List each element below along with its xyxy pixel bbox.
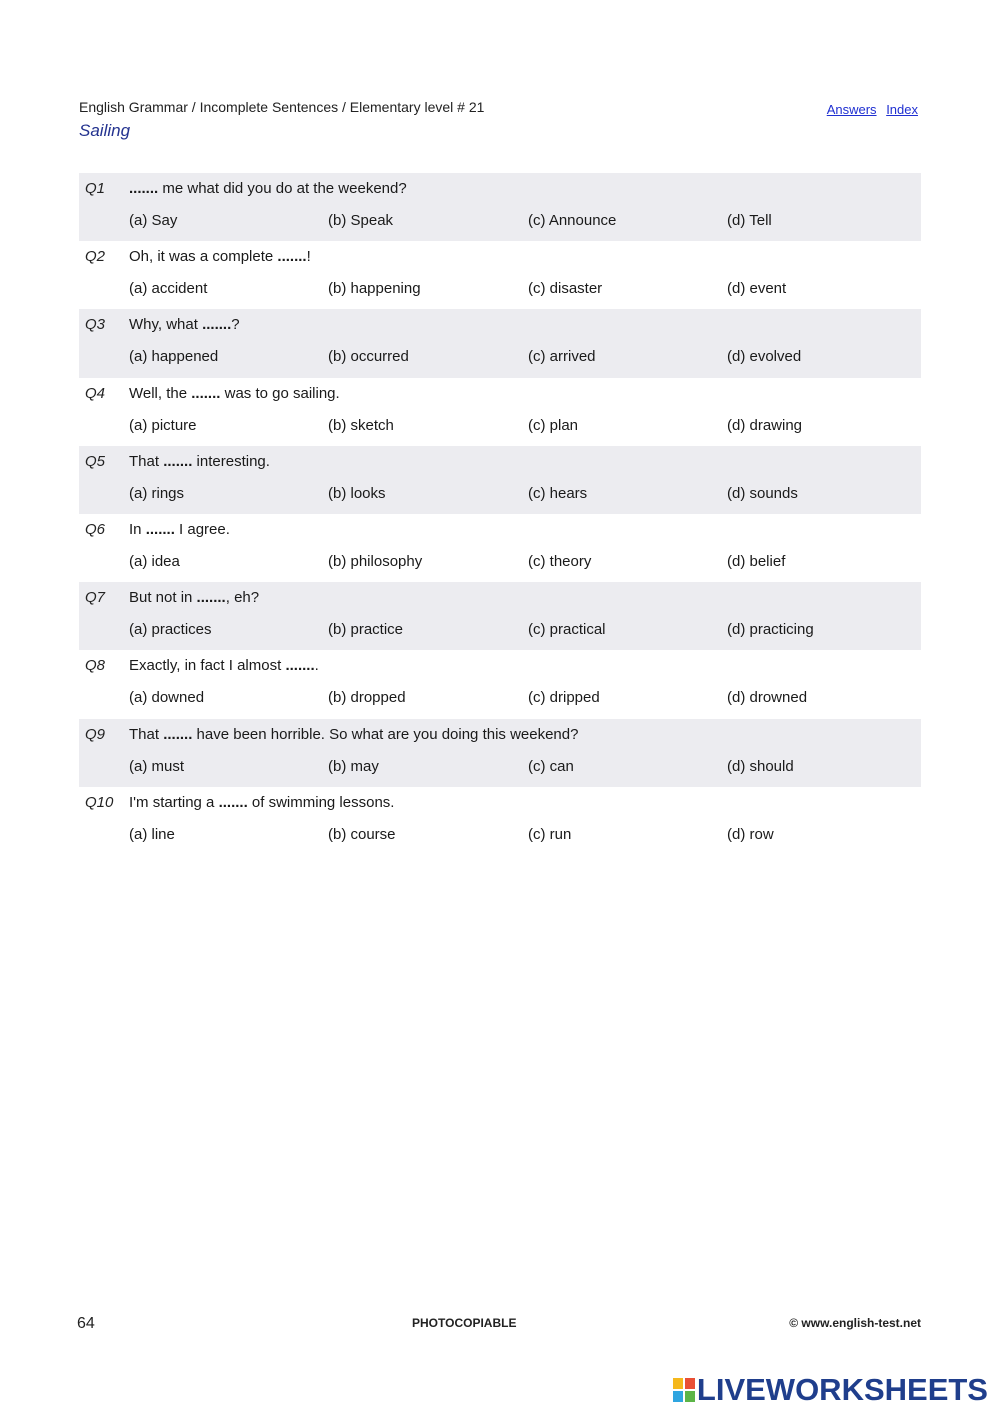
option-b[interactable]: (b) Speak <box>328 212 394 229</box>
question-text: That ....... interesting. <box>129 452 270 470</box>
question-text: In ....... I agree. <box>129 520 230 538</box>
question-row <box>79 582 921 650</box>
option-a[interactable]: (a) line <box>129 825 175 843</box>
option-d[interactable]: (d) drowned <box>727 689 808 707</box>
blank-placeholder: ....... <box>163 725 193 743</box>
blank-placeholder: ....... <box>285 657 315 675</box>
question-number: Q4 <box>85 384 106 402</box>
option-c[interactable]: (c) practical <box>528 621 606 639</box>
question-text: Exactly, in fact I almost ........ <box>129 657 319 675</box>
copyright-text: © www.english-test.net <box>789 1316 921 1330</box>
blank-placeholder: ....... <box>196 589 226 607</box>
option-d[interactable]: (d) row <box>727 825 774 843</box>
blank-placeholder: ....... <box>202 316 232 334</box>
top-links <box>821 102 918 117</box>
option-d[interactable]: (d) practicing <box>727 621 814 639</box>
question-number: Q2 <box>85 248 106 266</box>
option-d[interactable]: (d) Tell <box>727 212 772 229</box>
option-a[interactable]: (a) Say <box>129 212 178 229</box>
option-d[interactable]: (d) evolved <box>727 348 802 366</box>
option-d[interactable]: (d) should <box>727 757 794 775</box>
option-b[interactable]: (b) philosophy <box>328 552 423 570</box>
option-a[interactable]: (a) idea <box>129 552 180 570</box>
question-number: Q10 <box>85 793 114 811</box>
question-text: Why, what .......? <box>129 316 240 334</box>
option-c[interactable]: (c) can <box>528 757 574 775</box>
breadcrumb: English Grammar / Incomplete Sentences / Elementary level # 21 <box>79 99 485 115</box>
question-text: That ....... have been horrible. So what are you doing this weekend? <box>129 725 579 743</box>
option-a[interactable]: (a) happened <box>129 348 219 366</box>
question-row <box>79 787 921 855</box>
question-row <box>79 378 921 446</box>
option-d[interactable]: (d) event <box>727 280 787 298</box>
option-b[interactable]: (b) dropped <box>328 689 406 707</box>
option-b[interactable]: (b) practice <box>328 621 404 639</box>
liveworksheets-logo-icon <box>673 1378 695 1402</box>
question-row <box>79 514 921 582</box>
option-a[interactable]: (a) downed <box>129 689 205 707</box>
question-number: Q1 <box>85 180 106 197</box>
option-c[interactable]: (c) arrived <box>528 348 596 366</box>
option-d[interactable]: (d) belief <box>727 552 786 570</box>
question-row <box>79 446 921 514</box>
option-c[interactable]: (c) hears <box>528 484 588 502</box>
option-b[interactable]: (b) occurred <box>328 348 409 366</box>
question-text: I'm starting a ....... of swimming lessons. <box>129 793 395 811</box>
question-text: Well, the ....... was to go sailing. <box>129 384 340 402</box>
blank-placeholder: ....... <box>277 248 307 266</box>
option-b[interactable]: (b) looks <box>328 484 386 502</box>
liveworksheets-brand <box>673 1372 988 1408</box>
option-c[interactable]: (c) plan <box>528 416 579 434</box>
question-text: Oh, it was a complete .......! <box>129 248 311 266</box>
option-c[interactable]: (c) dripped <box>528 689 600 707</box>
option-c[interactable]: (c) theory <box>528 552 592 570</box>
question-row <box>79 650 921 718</box>
option-b[interactable]: (b) course <box>328 825 396 843</box>
page-title: Sailing <box>79 121 131 140</box>
option-a[interactable]: (a) must <box>129 757 185 775</box>
blank-placeholder: ....... <box>191 384 221 402</box>
option-c[interactable]: (c) Announce <box>528 212 617 229</box>
option-b[interactable]: (b) happening <box>328 280 421 298</box>
photocopiable-label: PHOTOCOPIABLE <box>412 1316 517 1330</box>
blank-placeholder: ....... <box>218 793 248 811</box>
answers-link[interactable]: Answers <box>826 102 877 117</box>
question-row <box>79 309 921 377</box>
question-number: Q3 <box>85 316 106 334</box>
question-row <box>79 241 921 309</box>
option-a[interactable]: (a) practices <box>129 621 212 639</box>
option-c[interactable]: (c) disaster <box>528 280 603 298</box>
blank-placeholder: ....... <box>145 520 175 538</box>
question-number: Q5 <box>85 452 106 470</box>
question-text: ....... me what did you do at the weekend? <box>129 180 407 197</box>
option-b[interactable]: (b) may <box>328 757 379 775</box>
brand-name: LIVEWORKSHEETS <box>696 1372 988 1407</box>
index-link[interactable]: Index <box>886 102 918 117</box>
option-c[interactable]: (c) run <box>528 825 572 843</box>
page-number: 64 <box>77 1315 95 1332</box>
question-number: Q9 <box>85 725 106 743</box>
option-a[interactable]: (a) picture <box>129 416 197 434</box>
blank-placeholder: ....... <box>129 180 159 197</box>
question-number: Q7 <box>85 589 106 607</box>
question-list <box>79 173 921 855</box>
option-a[interactable]: (a) accident <box>129 280 208 298</box>
option-d[interactable]: (d) sounds <box>727 484 798 502</box>
question-row <box>79 173 921 241</box>
option-b[interactable]: (b) sketch <box>328 416 394 434</box>
option-a[interactable]: (a) rings <box>129 484 185 502</box>
question-row <box>79 719 921 787</box>
option-d[interactable]: (d) drawing <box>727 416 803 434</box>
blank-placeholder: ....... <box>163 452 193 470</box>
question-number: Q6 <box>85 520 106 538</box>
question-text: But not in ......., eh? <box>129 589 260 607</box>
question-number: Q8 <box>85 657 106 675</box>
